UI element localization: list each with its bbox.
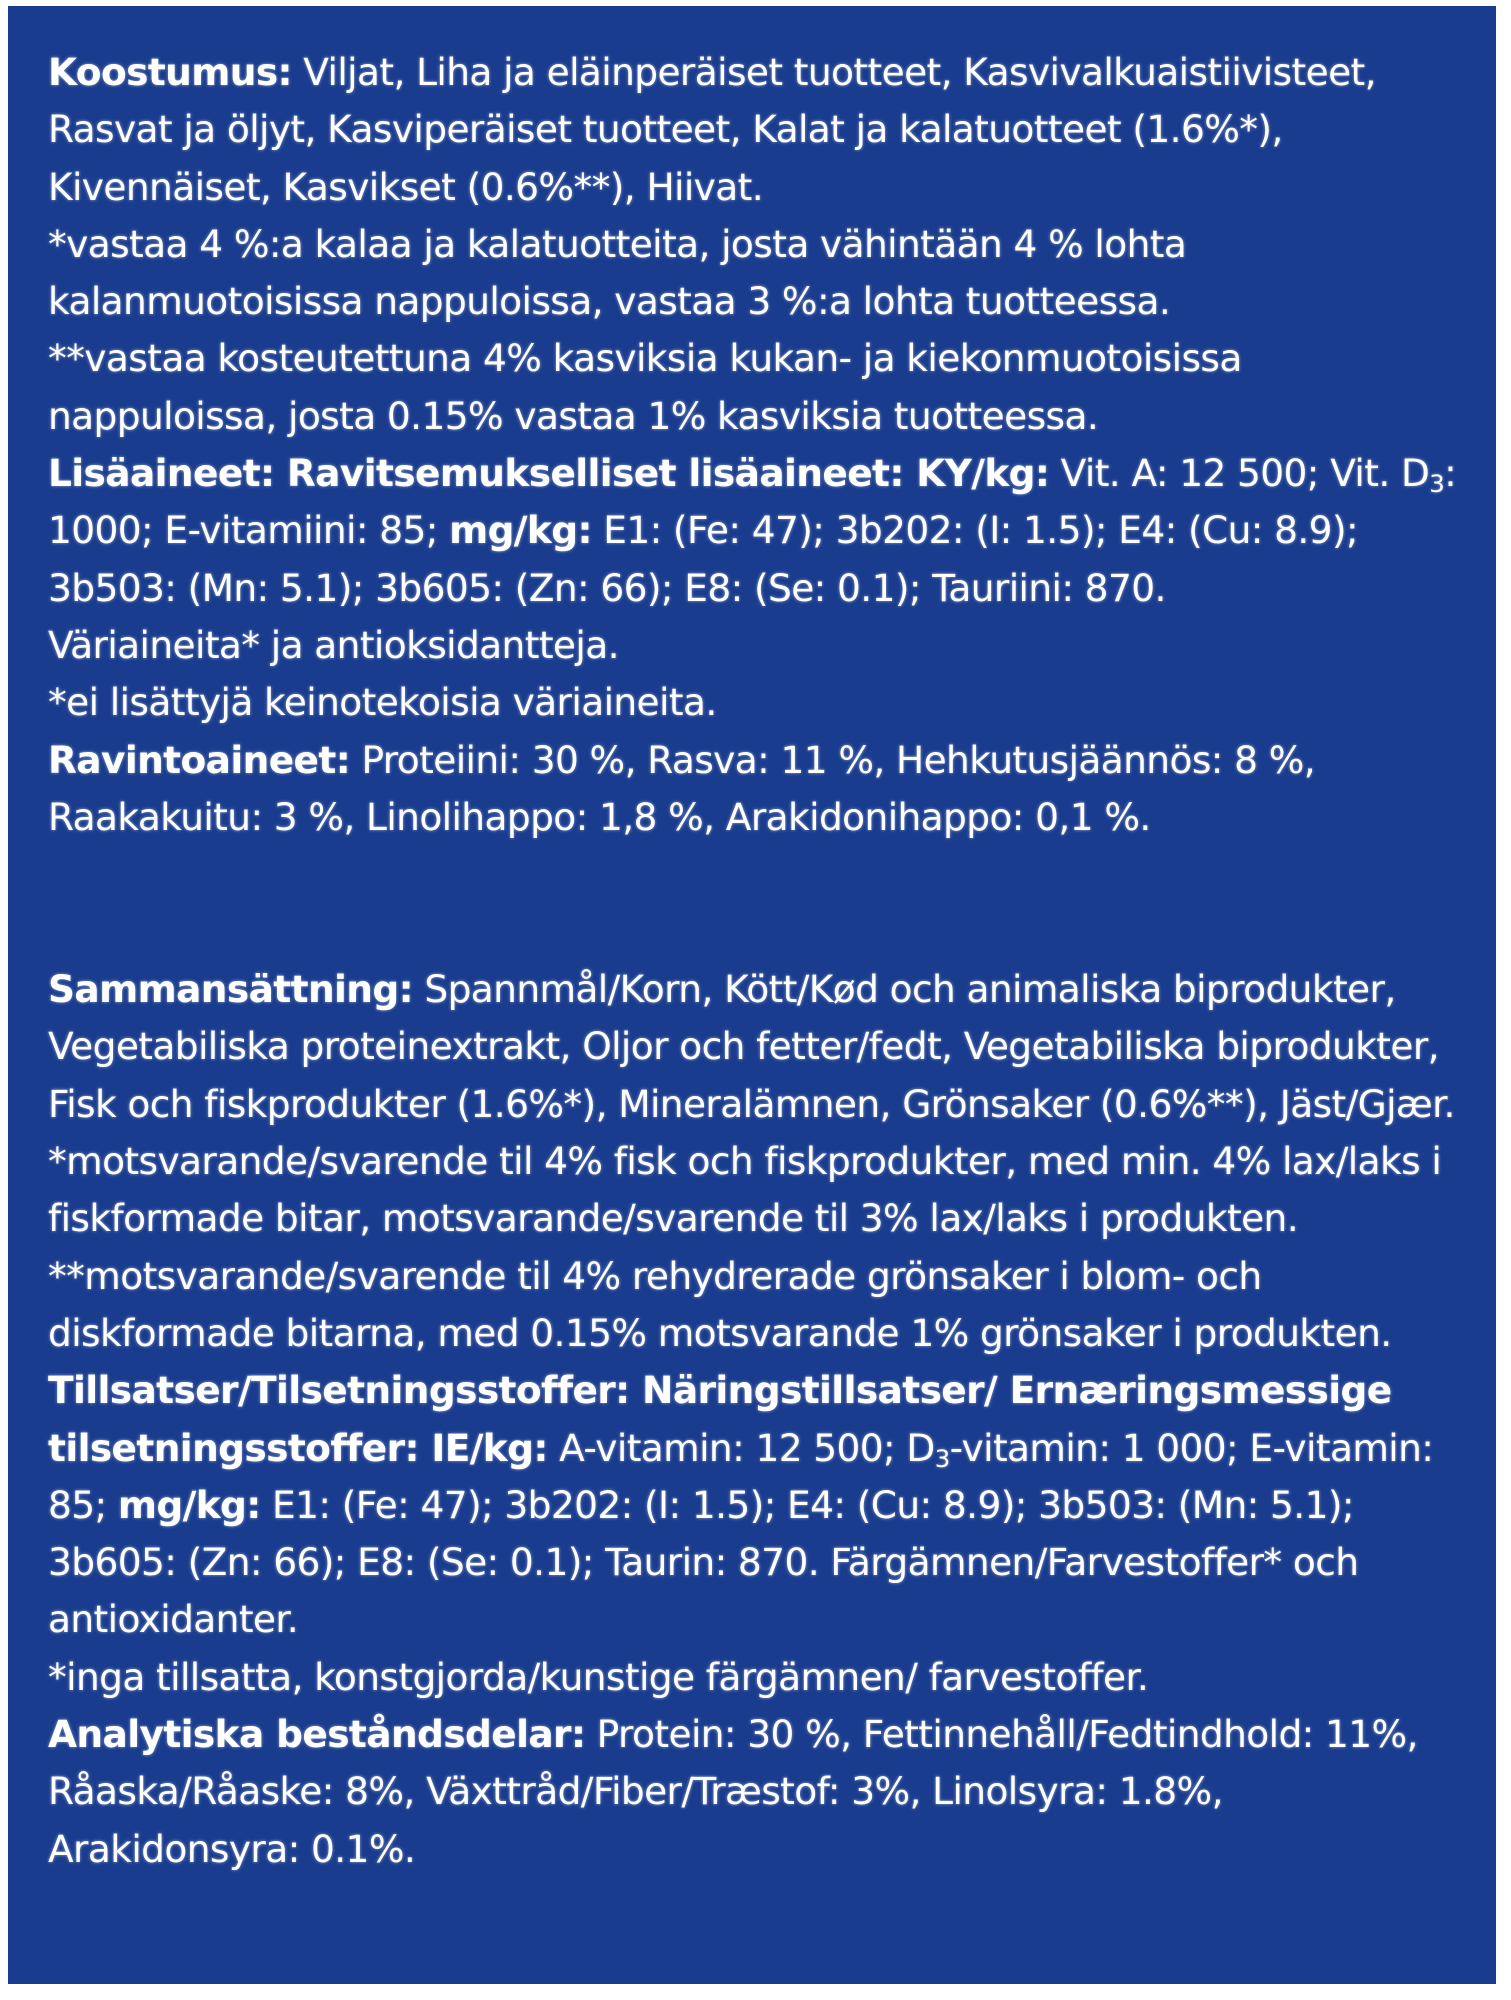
finnish-composition-text: Viljat, Liha ja eläinperäiset tuotteet, Kasvivalkuaistiivisteet, Rasvat ja öljyt, Kasviperäiset tuotteet, Kalat ja kalatuotteet (1.6%*), Kivennäiset, Kasvikset (0.6%**), Hiivat. xyxy=(48,50,1376,209)
finnish-footnote-1: *vastaa 4 %:a kalaa ja kalatuotteita, josta vähintään 4 % lohta kalanmuotoisissa nappuloissa, vastaa 3 %:a lohta tuotteessa. xyxy=(48,221,1187,324)
finnish-additives-vit-a: Vit. A: 12 500; xyxy=(1060,451,1319,496)
swedish-additives-vit-a: A-vitamin: 12 500; xyxy=(559,1425,896,1470)
swedish-additives xyxy=(48,1362,1460,1648)
swedish-analytical xyxy=(48,1706,1460,1878)
finnish-colorants-note: *ei lisättyjä keinotekoisia väriaineita. xyxy=(48,680,717,725)
finnish-nutrients-label: Ravintoaineet: xyxy=(48,737,351,782)
finnish-footnote-2: **vastaa kosteutettuna 4% kasviksia kukan- ja kiekonmuotoisissa nappuloissa, josta 0.15% vastaa 1% kasviksia tuotteessa. xyxy=(48,336,1242,438)
swedish-additives-vit-d: $D_3$-vitamin: 1 000; E-vitamin: 85; xyxy=(48,1425,1434,1527)
finnish-colorants: Väriaineita* ja antioksidantteja. xyxy=(48,622,619,667)
finnish-additives-mgkg-label: mg/kg: xyxy=(449,508,592,553)
swedish-footnotes: *motsvarande/svarende til 4% fisk och fiskprodukter, med min. 4% lax/laks i fiskformade bitar, motsvarande/svarende til 3% lax/laks i produkten. **motsvarande/svarende til 4% rehydrerade grönsaker i blom- och diskformade bitarna, med 0.15% motsvarande 1% grönsaker i produkten. xyxy=(48,1139,1442,1355)
swedish-additives-label: Tillsatser/Tilsetningsstoffer: Näringstillsatser/ Ernæringsmessige tilsetningsstoffer: IE/kg: xyxy=(48,1368,1392,1470)
finnish-section xyxy=(48,44,1460,846)
finnish-composition-label: Koostumus: xyxy=(48,50,292,94)
finnish-nutrients-text: Proteiini: 30 %, Rasva: 11 %, Hehkutusjäännös: 8 %, Raakakuitu: 3 %, Linolihappo: 1,8 %, Arakidonihappo: 0,1 %. xyxy=(48,737,1316,839)
swedish-analytical-text: Protein: 30 %, Fettinnehåll/Fedtindhold: 11%, Råaska/Råaske: 8%, Växttråd/Fiber/Træstof: 3%, Linolsyra: 1.8%, Arakidonsyra: 0.1%. xyxy=(48,1712,1418,1871)
swedish-composition xyxy=(48,961,1460,1133)
finnish-additives-vit-d: Vit. $D_3$: 1000; E-vitamiini: 85; xyxy=(48,451,1457,553)
finnish-composition xyxy=(48,44,1460,216)
swedish-additives-minerals: E1: (Fe: 47); 3b202: (I: 1.5); E4: (Cu: 8.9); 3b503: (Mn: 5.1); 3b605: (Zn: 66); E8: (Se: 0.1); Taurin: 870. Färgämnen/Farvestoffer* och antioxidanter. xyxy=(48,1482,1359,1642)
swedish-composition-text: Spannmål/Korn, Kött/Kød och animaliska biprodukter, Vegetabiliska proteinextrakt, Oljor och fetter/fedt, Vegetabiliska biprodukter, Fisk och fiskprodukter (1.6%*), Mineralämnen, Grönsaker (0.6%**), Jäst/Gjær. xyxy=(48,967,1455,1126)
finnish-nutrients xyxy=(48,732,1460,847)
swedish-additives-mgkg-label: mg/kg: xyxy=(117,1482,261,1527)
finnish-additives-label: Lisäaineet: Ravitsemukselliset lisäaineet: KY/kg: xyxy=(48,451,1050,496)
swedish-composition-label: Sammansättning: xyxy=(48,967,414,1012)
swedish-colorants-note: *inga tillsatta, konstgjorda/kunstige färgämnen/ farvestoffer. xyxy=(48,1654,1149,1699)
finnish-additives xyxy=(48,445,1460,617)
swedish-analytical-label: Analytiska beståndsdelar: xyxy=(48,1712,586,1757)
swedish-section xyxy=(48,961,1460,1878)
finnish-additives-minerals: E1: (Fe: 47); 3b202: (I: 1.5); E4: (Cu: 8.9); 3b503: (Mn: 5.1); 3b605: (Zn: 66); E8: (Se: 0.1); Tauriini: 870. xyxy=(48,508,1359,610)
section-gap xyxy=(48,846,1460,961)
ingredients-panel xyxy=(8,6,1496,1984)
